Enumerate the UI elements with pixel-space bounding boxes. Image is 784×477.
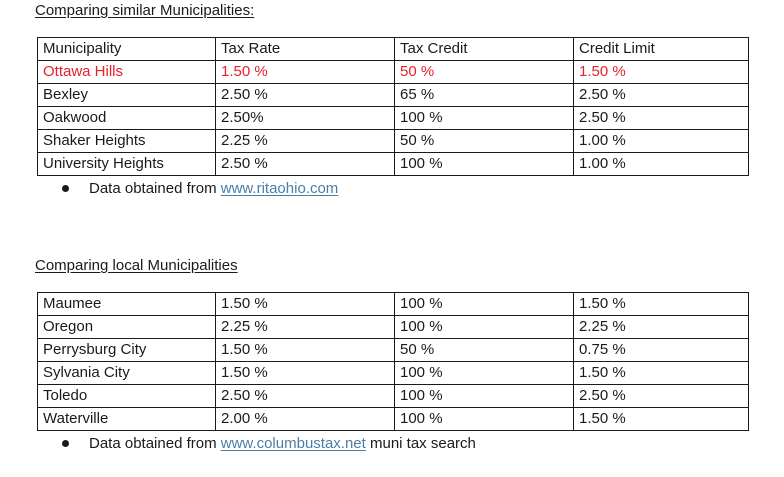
table-row xyxy=(38,84,749,107)
cell-credit-limit: 2.50 % xyxy=(574,84,749,107)
cell-tax-credit: 100 % xyxy=(395,107,574,130)
cell-credit-limit: 1.50 % xyxy=(574,61,749,84)
local-municipalities-heading: Comparing local Municipalities xyxy=(35,257,238,274)
cell-credit-limit: 1.00 % xyxy=(574,130,749,153)
cell-credit-limit: 1.00 % xyxy=(574,153,749,176)
note-prefix: Data obtained from xyxy=(89,180,221,197)
header-tax-credit: Tax Credit xyxy=(395,38,574,61)
cell-credit-limit: 2.50 % xyxy=(574,385,749,408)
cell-tax-rate: 2.25 % xyxy=(216,316,395,339)
cell-credit-limit: 0.75 % xyxy=(574,339,749,362)
cell-tax-credit: 65 % xyxy=(395,84,574,107)
cell-municipality: Oakwood xyxy=(38,107,216,130)
table-row xyxy=(38,362,749,385)
cell-credit-limit: 1.50 % xyxy=(574,293,749,316)
table-row xyxy=(38,153,749,176)
cell-tax-rate: 2.50 % xyxy=(216,84,395,107)
cell-tax-rate: 2.50 % xyxy=(216,385,395,408)
table-header-row xyxy=(38,38,749,61)
ritaohio-source-note xyxy=(62,180,338,197)
columbustax-link[interactable]: www.columbustax.net xyxy=(220,435,366,452)
cell-tax-credit: 100 % xyxy=(395,408,574,431)
cell-municipality: Toledo xyxy=(38,385,216,408)
ritaohio-link[interactable]: www.ritaohio.com xyxy=(220,180,339,197)
header-tax-rate: Tax Rate xyxy=(216,38,395,61)
cell-tax-rate: 2.50 % xyxy=(216,153,395,176)
cell-tax-credit: 100 % xyxy=(395,362,574,385)
cell-municipality: Bexley xyxy=(38,84,216,107)
cell-municipality: Ottawa Hills xyxy=(38,61,216,84)
local-municipalities-table xyxy=(37,292,749,431)
cell-tax-credit: 50 % xyxy=(395,61,574,84)
note-prefix: Data obtained from xyxy=(89,435,221,452)
bullet-icon xyxy=(62,185,69,192)
cell-tax-rate: 2.25 % xyxy=(216,130,395,153)
cell-tax-rate: 1.50 % xyxy=(216,293,395,316)
cell-municipality: Maumee xyxy=(38,293,216,316)
columbustax-source-note xyxy=(62,435,476,452)
cell-credit-limit: 1.50 % xyxy=(574,362,749,385)
cell-municipality: Perrysburg City xyxy=(38,339,216,362)
bullet-icon xyxy=(62,440,69,447)
header-municipality: Municipality xyxy=(38,38,216,61)
note-suffix: muni tax search xyxy=(365,435,476,452)
header-credit-limit: Credit Limit xyxy=(574,38,749,61)
cell-tax-credit: 50 % xyxy=(395,130,574,153)
cell-tax-credit: 100 % xyxy=(395,153,574,176)
table-row xyxy=(38,107,749,130)
cell-tax-credit: 100 % xyxy=(395,293,574,316)
table-row-ottawa-hills xyxy=(38,61,749,84)
cell-tax-rate: 2.00 % xyxy=(216,408,395,431)
table-row xyxy=(38,408,749,431)
table-row xyxy=(38,339,749,362)
cell-tax-credit: 100 % xyxy=(395,385,574,408)
similar-municipalities-table xyxy=(37,37,749,176)
cell-tax-rate: 1.50 % xyxy=(216,61,395,84)
cell-municipality: University Heights xyxy=(38,153,216,176)
cell-municipality: Waterville xyxy=(38,408,216,431)
cell-tax-credit: 50 % xyxy=(395,339,574,362)
table-row xyxy=(38,293,749,316)
similar-municipalities-heading: Comparing similar Municipalities: xyxy=(35,2,255,19)
cell-credit-limit: 1.50 % xyxy=(574,408,749,431)
cell-credit-limit: 2.25 % xyxy=(574,316,749,339)
cell-municipality: Oregon xyxy=(38,316,216,339)
cell-tax-rate: 2.50% xyxy=(216,107,395,130)
cell-municipality: Shaker Heights xyxy=(38,130,216,153)
table-row xyxy=(38,385,749,408)
cell-credit-limit: 2.50 % xyxy=(574,107,749,130)
cell-tax-credit: 100 % xyxy=(395,316,574,339)
cell-municipality: Sylvania City xyxy=(38,362,216,385)
table-row xyxy=(38,130,749,153)
table-row xyxy=(38,316,749,339)
cell-tax-rate: 1.50 % xyxy=(216,339,395,362)
cell-tax-rate: 1.50 % xyxy=(216,362,395,385)
